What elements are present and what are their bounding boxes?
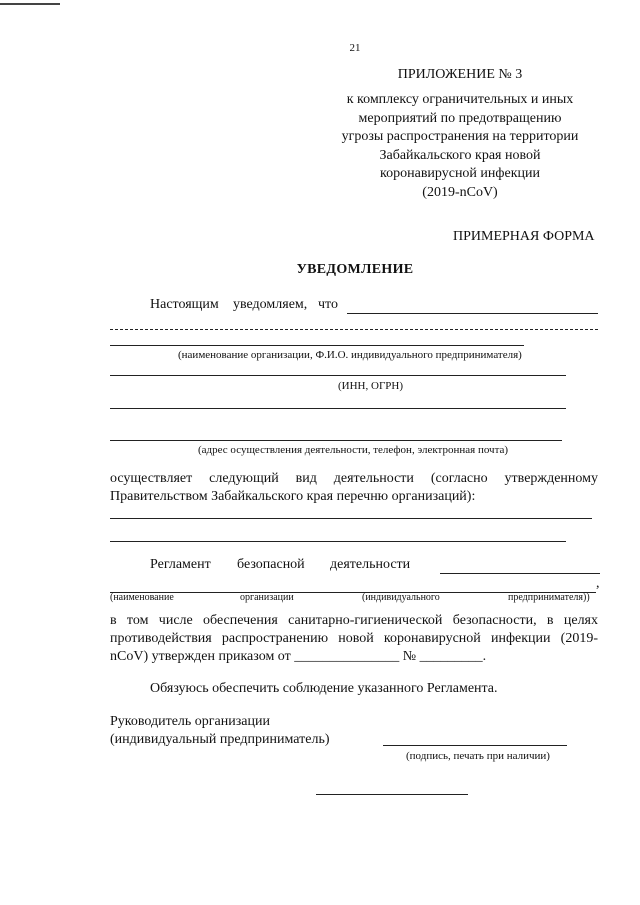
- org-name-field-line-3: [110, 345, 524, 346]
- regulation-field-line-1: [440, 573, 600, 574]
- activity-line-1: осуществляет следующий вид деятельности (согласно утвержденному: [110, 471, 598, 486]
- regulation-caption-3: (индивидуального: [362, 592, 440, 603]
- org-name-caption: (наименование организации, Ф.И.О. индивидуального предпринимателя): [178, 349, 522, 361]
- commitment-text: Обязуюсь обеспечить соблюдение указанного Регламента.: [150, 681, 498, 696]
- appendix-line: мероприятий по предотвращению: [358, 110, 562, 126]
- activity-line-2: Правительством Забайкальского края перечню организаций):: [110, 489, 476, 504]
- page-number: 21: [349, 42, 361, 54]
- org-name-field-line-2: [110, 329, 598, 330]
- appendix-line: Забайкальского края новой: [379, 147, 541, 163]
- address-caption: (адрес осуществления деятельности, телефон, электронная почта): [198, 444, 509, 456]
- notify-second-word: уведомляем,: [233, 297, 308, 312]
- scan-mark: [0, 3, 60, 5]
- signature-field-line: [383, 745, 567, 746]
- notify-third-word: что: [318, 297, 338, 312]
- address-field-line-2: [110, 440, 562, 441]
- document-title: УВЕДОМЛЕНИЕ: [296, 262, 414, 277]
- regulation-word-3: деятельности: [330, 557, 411, 572]
- bottom-separator-line: [316, 794, 468, 795]
- signature-caption: (подпись, печать при наличии): [406, 750, 550, 762]
- regulation-caption-4: предпринимателя)): [508, 592, 590, 603]
- appendix-title: ПРИЛОЖЕНИЕ № 3: [397, 67, 523, 82]
- approval-line-3: nCoV) утвержден приказом от _______________ № _________.: [110, 649, 487, 664]
- activity-field-line-1: [110, 518, 592, 519]
- appendix-block: [340, 91, 580, 202]
- inn-field-line: [110, 375, 566, 376]
- approval-line-2: противодействия распространению новой коронавирусной инфекции (2019-: [110, 631, 598, 646]
- regulation-caption-2: организации: [240, 592, 294, 603]
- regulation-word-1: Регламент: [150, 557, 211, 572]
- approval-line-1: в том числе обеспечения санитарно-гигиенической безопасности, в целях: [110, 613, 598, 628]
- appendix-line: коронавирусной инфекции: [380, 166, 540, 181]
- activity-text: [110, 470, 598, 506]
- signer-title-1: Руководитель организации: [110, 714, 270, 729]
- signer-title-2: (индивидуальный предприниматель): [110, 732, 330, 747]
- inn-caption: (ИНН, ОГРН): [338, 380, 404, 392]
- org-name-field-line-1: [347, 313, 598, 314]
- approval-paragraph: [110, 612, 598, 666]
- activity-field-line-2: [110, 541, 566, 542]
- regulation-word-2: безопасной: [237, 557, 305, 572]
- regulation-comma: ,: [596, 576, 600, 591]
- appendix-line: к комплексу ограничительных и иных: [346, 92, 574, 107]
- form-type-label: ПРИМЕРНАЯ ФОРМА: [453, 229, 595, 244]
- regulation-caption-1: (наименование: [110, 592, 174, 603]
- address-field-line-1: [110, 408, 566, 409]
- appendix-line: угрозы распространения на территории: [341, 129, 579, 144]
- appendix-line: (2019-nCoV): [422, 184, 498, 200]
- notify-lead-word: Настоящим: [150, 297, 219, 312]
